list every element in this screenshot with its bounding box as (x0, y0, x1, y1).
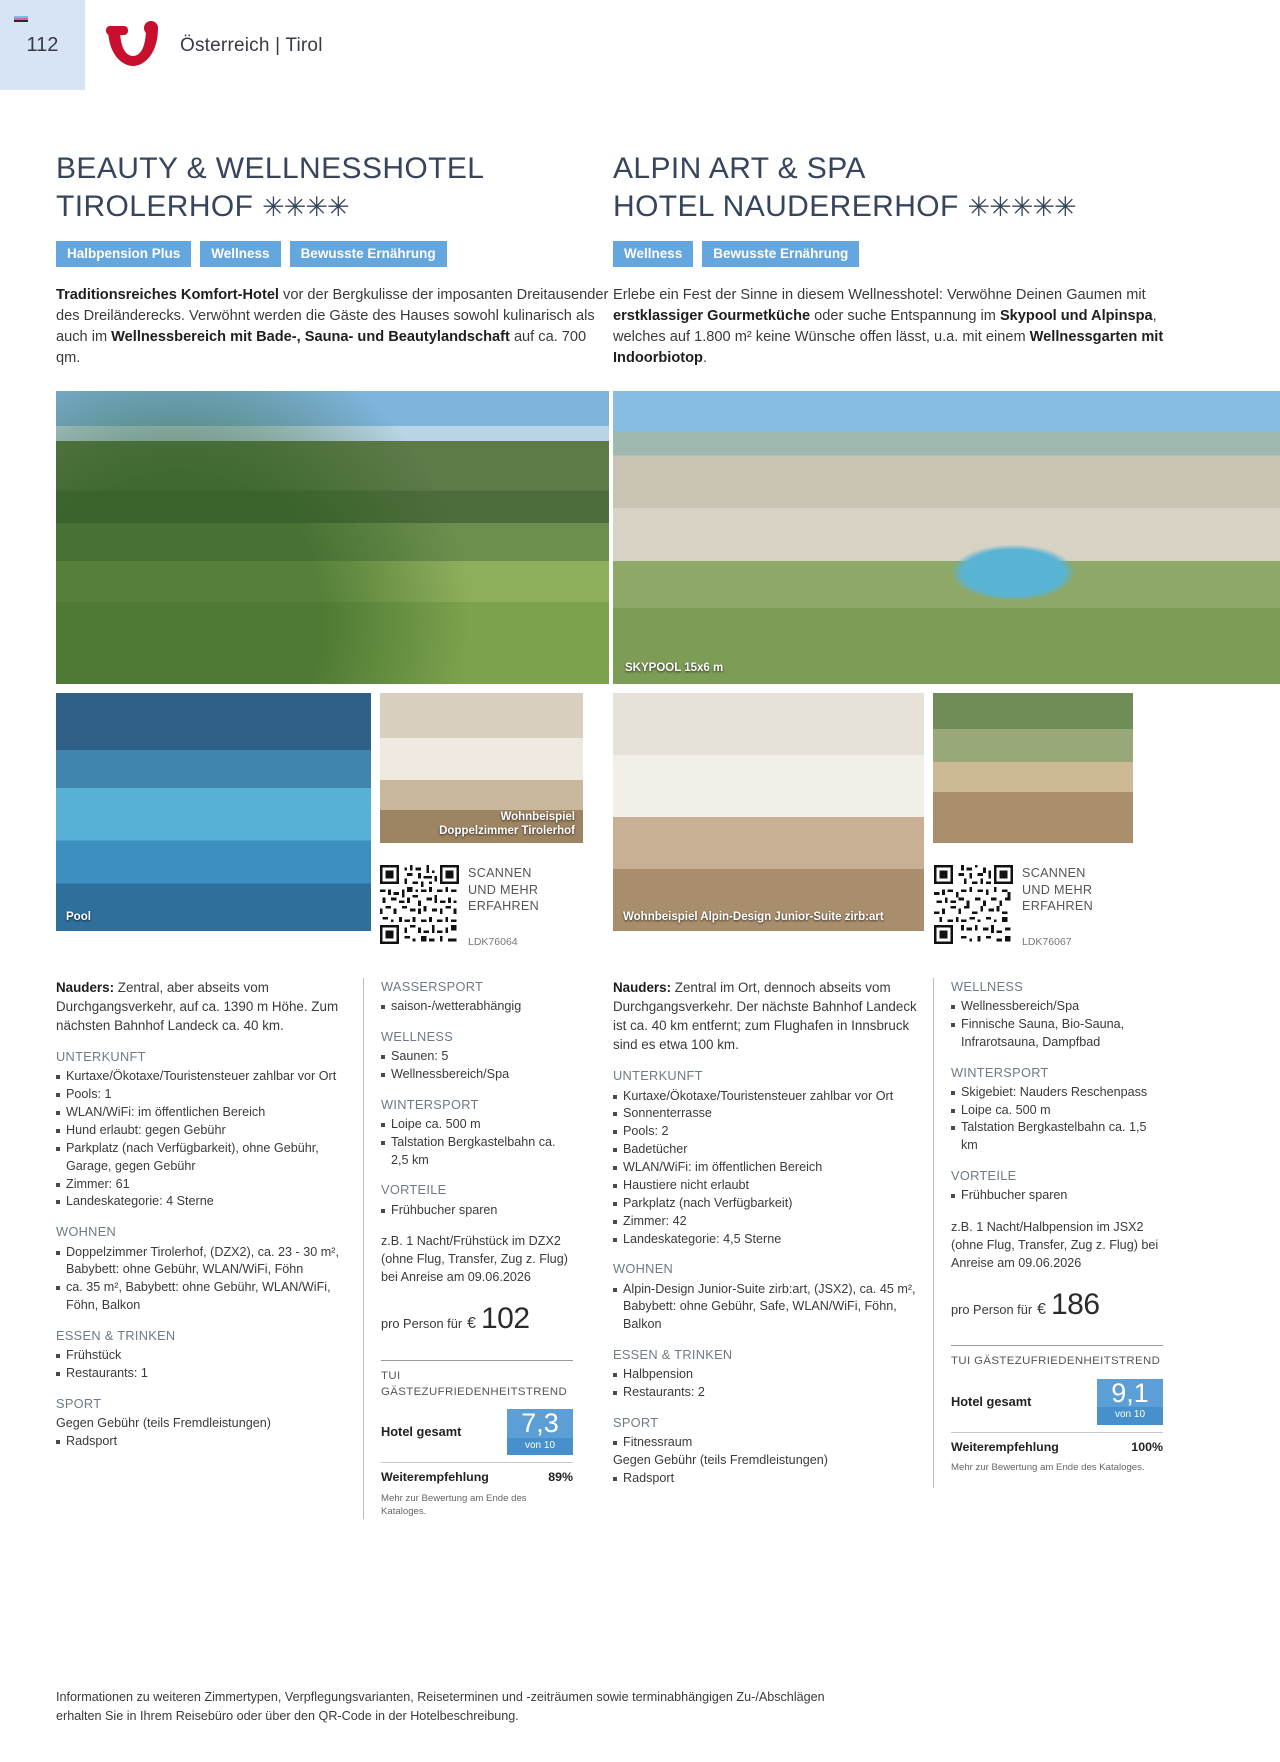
photo-caption-room-line2: Doppelzimmer Tirolerhof (439, 825, 575, 838)
info-list-item: Halbpension (613, 1366, 917, 1384)
rating-label: Hotel gesamt (951, 1393, 1032, 1409)
info-list (381, 998, 573, 1016)
rating-title: TUI GÄSTEZUFRIEDENHEITSTREND (951, 1355, 1161, 1368)
info-list-item: Frühstück (56, 1347, 347, 1365)
info-section-heading: WINTERSPORT (381, 1096, 479, 1112)
info-list (613, 1366, 917, 1402)
photo-caption-pool: Pool (66, 911, 91, 924)
qr-text-line3: ERFAHREN (468, 898, 539, 913)
photo-room (613, 693, 924, 931)
info-list-item: Pools: 2 (613, 1123, 917, 1141)
info-list-item: Kurtaxe/Ökotaxe/Touristensteuer zahlbar vor Ort (613, 1088, 917, 1106)
info-section-heading: SPORT (613, 1415, 659, 1431)
info-section-heading: VORTEILE (951, 1168, 1017, 1184)
hotel-location-lead (56, 978, 347, 1035)
location-name: Nauders: (56, 979, 115, 995)
info-list (613, 1434, 917, 1452)
qr-code-icon[interactable] (934, 865, 1013, 944)
info-sections-right (951, 978, 1163, 1205)
info-list-item: Radsport (56, 1433, 347, 1451)
info-list-item: Loipe ca. 500 m (951, 1102, 1163, 1120)
hotel-info (56, 978, 609, 1519)
photo-spa (933, 693, 1133, 843)
price-value: 186 (1051, 1287, 1100, 1321)
info-section-heading: UNTERKUNFT (613, 1068, 703, 1084)
qr-code-icon[interactable] (380, 865, 459, 944)
price-value: 102 (481, 1302, 530, 1336)
recommendation-value: 89% (548, 1470, 573, 1485)
info-list (381, 1048, 573, 1084)
hotel-info-column-primary (613, 978, 933, 1488)
info-list-item: Talstation Bergkastelbahn ca. 2,5 km (381, 1134, 573, 1170)
info-section-heading: WOHNEN (613, 1261, 674, 1277)
info-list-item: Talstation Bergkastelbahn ca. 1,5 km (951, 1119, 1163, 1155)
info-list-item: Alpin-Design Junior-Suite zirb:art, (JSX2), ca. 45 m², Babybett: ohne Gebühr, Safe, WLAN/WiFi, Föhn, Balkon (613, 1281, 917, 1335)
rating-score: 9,1 (1111, 1377, 1149, 1408)
tag-wellness[interactable]: Wellness (200, 241, 280, 267)
hotel-info-column-secondary (363, 978, 573, 1519)
tag-bewusste-ernaehrung[interactable]: Bewusste Ernährung (290, 241, 447, 267)
info-list (951, 998, 1163, 1052)
info-list-item: Kurtaxe/Ökotaxe/Touristensteuer zahlbar vor Ort (56, 1068, 347, 1086)
info-list-item: Frühbucher sparen (951, 1187, 1163, 1205)
info-list-item: Parkplatz (nach Verfügbarkeit) (613, 1195, 917, 1213)
info-section-heading: WELLNESS (381, 1028, 454, 1044)
qr-text-line1: SCANNEN (468, 866, 532, 881)
info-list-item: Saunen: 5 (381, 1048, 573, 1066)
price-note: z.B. 1 Nacht/Halbpension im JSX2 (ohne Flug, Transfer, Zug z. Flug) bei Anreise am 09.06.2026 (951, 1220, 1159, 1270)
info-section-heading: SPORT (56, 1395, 102, 1411)
location-name: Nauders: (613, 979, 672, 995)
info-list-item: Zimmer: 42 (613, 1213, 917, 1231)
price-currency: € (1037, 1300, 1046, 1318)
photo-caption-skypool: SKYPOOL 15x6 m (625, 662, 724, 675)
info-list (951, 1187, 1163, 1205)
hotel-title-line1: ALPIN ART & SPA (613, 152, 866, 185)
tag-list (613, 241, 1280, 267)
info-list (56, 1347, 347, 1383)
price-line (381, 1298, 573, 1341)
star-rating: ✳✳✳✳✳ (967, 192, 1076, 223)
star-rating: ✳✳✳✳ (262, 192, 349, 223)
info-plain-line: Gegen Gebühr (teils Fremdleistungen) (56, 1416, 271, 1431)
rating-title: TUI GÄSTEZUFRIEDENHEITSTREND (381, 1369, 568, 1398)
hotel-description: Erlebe ein Fest der Sinne in diesem Wellnesshotel: Verwöhne Deinen Gaumen mit erstklassiger Gourmetküche oder suche Entspannung im Skypool und Alpinspa, welches auf 1.800 m² keine Wünsche offen lässt, u.a. mit einem Wellnessgarten mit Indoorbiotop. (613, 286, 1164, 367)
rating-label: Hotel gesamt (381, 1424, 462, 1440)
footer-line-1: Informationen zu weiteren Zimmertypen, Verpflegungsvarianten, Reiseterminen und -zeiträumen sowie terminabhängigen Zu-/Abschlägen (56, 1690, 825, 1704)
qr-text-line2: UND MEHR (1022, 882, 1093, 897)
hotel-info-column-primary (56, 978, 363, 1519)
qr-block (934, 843, 1280, 947)
info-list-item: Wellnessbereich/Spa (951, 998, 1163, 1016)
rating-scale: von 10 (507, 1438, 573, 1455)
info-list-item: Landeskategorie: 4,5 Sterne (613, 1231, 917, 1249)
tag-bewusste-ernaehrung[interactable]: Bewusste Ernährung (702, 241, 859, 267)
info-list-item: Finnische Sauna, Bio-Sauna, Infrarotsauna, Dampfbad (951, 1016, 1163, 1052)
info-list (613, 1470, 917, 1488)
location-text: Zentral, aber abseits vom Durchgangsverkehr, auf ca. 1390 m Höhe. Zum nächsten Bahnhof Landeck ca. 40 km. (56, 979, 339, 1034)
hotel-code: LDK76064 (468, 935, 518, 948)
info-section-heading: WINTERSPORT (951, 1064, 1049, 1080)
header-title: Österreich | Tirol (180, 35, 323, 56)
recommendation-label: Weiterempfehlung (381, 1470, 489, 1485)
rating-score-box (507, 1409, 573, 1455)
rating-score: 7,3 (521, 1408, 559, 1439)
info-list-item: Parkplatz (nach Verfügbarkeit), ohne Gebühr, Garage, gegen Gebühr (56, 1140, 347, 1176)
page-header (100, 20, 323, 72)
info-list-item: Restaurants: 2 (613, 1384, 917, 1402)
info-list-item: Wellnessbereich/Spa (381, 1066, 573, 1084)
page-number: 112 (26, 33, 59, 56)
info-list (56, 1244, 347, 1316)
rating-widget (381, 1360, 573, 1519)
photo-pool (56, 693, 371, 931)
hotel-info (613, 978, 1280, 1488)
info-list-item: Pools: 1 (56, 1086, 347, 1104)
info-list-item: Frühbucher sparen (381, 1202, 573, 1220)
info-list (381, 1116, 573, 1170)
hotel-main-photo (613, 391, 1280, 684)
info-list (56, 1433, 347, 1451)
info-list (613, 1088, 917, 1249)
tag-wellness[interactable]: Wellness (613, 241, 693, 267)
rating-footnote: Mehr zur Bewertung am Ende des Kataloges. (951, 1462, 1145, 1474)
info-section-heading: WASSERSPORT (381, 978, 484, 994)
info-list (56, 1068, 347, 1211)
info-list-item: Hund erlaubt: gegen Gebühr (56, 1122, 347, 1140)
hotel-description: Traditionsreiches Komfort-Hotel vor der Bergkulisse der imposanten Dreitausender des Dreiländerecks. Verwöhnt werden die Gäste des Hauses sowohl kulinarisch als auch im Wellnessbereich mit Bade-, Sauna- und Beautylandschaft auf ca. 700 qm. (56, 286, 609, 367)
price-line (951, 1284, 1163, 1327)
hotel-title-line1: BEAUTY & WELLNESSHOTEL (56, 152, 485, 185)
info-section-heading: ESSEN & TRINKEN (56, 1328, 176, 1344)
info-plain-line: Gegen Gebühr (teils Fremdleistungen) (613, 1453, 828, 1468)
hotel-card-tirolerhof (56, 150, 609, 1519)
rating-scale: von 10 (1097, 1407, 1163, 1424)
info-list-item: ca. 35 m², Babybett: ohne Gebühr, WLAN/WiFi, Föhn, Balkon (56, 1279, 347, 1315)
info-section-heading: WOHNEN (56, 1224, 117, 1240)
hotel-title (56, 150, 609, 227)
info-list-item: Landeskategorie: 4 Sterne (56, 1193, 347, 1211)
rating-score-box (1097, 1379, 1163, 1425)
info-list-item: WLAN/WiFi: im öffentlichen Bereich (613, 1159, 917, 1177)
qr-text-line2: UND MEHR (468, 882, 539, 897)
photo-caption-room: Wohnbeispiel Alpin-Design Junior-Suite zirb:art (623, 911, 884, 924)
hotel-title-line2: HOTEL NAUDERERHOF (613, 190, 959, 224)
hotel-info-column-secondary (933, 978, 1163, 1488)
info-sections-right (381, 978, 573, 1220)
info-list-item: WLAN/WiFi: im öffentlichen Bereich (56, 1104, 347, 1122)
info-list-item: Restaurants: 1 (56, 1365, 347, 1383)
hotel-code: LDK76067 (1022, 935, 1072, 948)
info-list-item: Sonnenterrasse (613, 1105, 917, 1123)
hotel-main-photo (56, 391, 609, 684)
recommendation-label: Weiterempfehlung (951, 1439, 1059, 1454)
rating-widget (951, 1345, 1163, 1474)
info-list-item: saison-/wetterabhängig (381, 998, 573, 1016)
hotel-title (613, 150, 1280, 227)
hotel-title-line2: TIROLERHOF (56, 190, 254, 224)
recommendation-value: 100% (1131, 1439, 1163, 1454)
photo-room (380, 693, 583, 843)
qr-block (380, 843, 609, 947)
hotel-card-naudererhof (613, 150, 1280, 1488)
info-section-heading: WELLNESS (951, 978, 1024, 994)
tag-list (56, 241, 609, 267)
info-sections-left (56, 1048, 347, 1451)
qr-text-line1: SCANNEN (1022, 866, 1086, 881)
price-prefix: pro Person für (951, 1301, 1033, 1317)
info-list (951, 1084, 1163, 1156)
photo-caption-room-line1: Wohnbeispiel (500, 811, 575, 824)
qr-text-line3: ERFAHREN (1022, 898, 1093, 913)
tag-halbpension-plus[interactable]: Halbpension Plus (56, 241, 191, 267)
info-section-heading: UNTERKUNFT (56, 1049, 146, 1065)
price-prefix: pro Person für (381, 1316, 463, 1332)
info-list-item: Doppelzimmer Tirolerhof, (DZX2), ca. 23 - 30 m², Babybett: ohne Gebühr, WLAN/WiFi, Föhn (56, 1244, 347, 1280)
info-list-item: Fitnessraum (613, 1434, 917, 1452)
info-sections-left (613, 1067, 917, 1488)
footer-note (56, 1688, 1056, 1726)
info-list-item: Loipe ca. 500 m (381, 1116, 573, 1134)
price-note: z.B. 1 Nacht/Frühstück im DZX2 (ohne Flug, Transfer, Zug z. Flug) bei Anreise am 09.06.2026 (381, 1234, 568, 1285)
info-list (381, 1202, 573, 1220)
price-currency: € (467, 1315, 476, 1333)
info-list-item: Haustiere nicht erlaubt (613, 1177, 917, 1195)
hotel-location-lead (613, 978, 917, 1055)
tui-logo (100, 20, 166, 72)
info-section-heading: VORTEILE (381, 1182, 447, 1198)
rating-footnote: Mehr zur Bewertung am Ende des Kataloges. (381, 1492, 527, 1518)
info-list-item: Skigebiet: Nauders Reschenpass (951, 1084, 1163, 1102)
info-list (613, 1281, 917, 1335)
footer-line-2: erhalten Sie in Ihrem Reisebüro oder über den QR-Code in der Hotelbeschreibung. (56, 1708, 519, 1723)
page-number-box (0, 0, 85, 90)
info-list-item: Radsport (613, 1470, 917, 1488)
flag-icon (14, 16, 28, 22)
location-text: Zentral im Ort, dennoch abseits vom Durchgangsverkehr. Der nächste Bahnhof Landeck ist ca. 40 km entfernt; zum Flughafen in Innsbruck sind es etwa 100 km. (613, 979, 917, 1053)
info-list-item: Zimmer: 61 (56, 1176, 347, 1194)
info-section-heading: ESSEN & TRINKEN (613, 1347, 733, 1363)
info-list-item: Badetücher (613, 1141, 917, 1159)
